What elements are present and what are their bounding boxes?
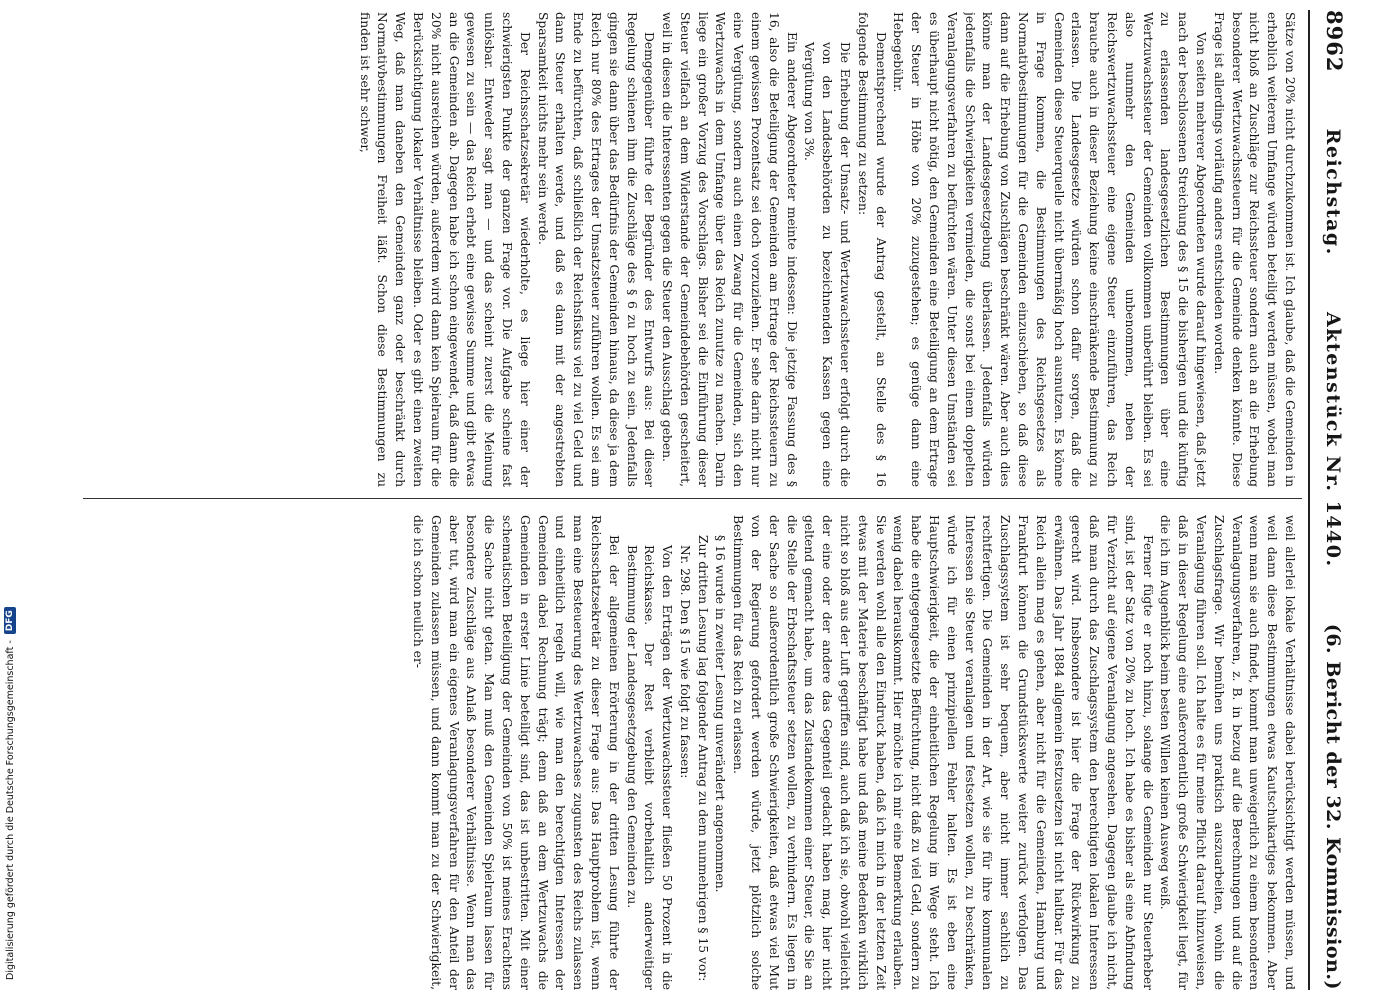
- paragraph: § 16 wurde in zweiter Lesung unverändert angenommen.: [713, 535, 728, 893]
- left-column: [83, 12, 1298, 487]
- quoted-motion: Die Erhebung der Umsatz- und Wertzuwachssteuer erfolgt durch die von den Landesbehörden zu bezeichnenden Kassen gegen eine Vergütung von 3%.: [802, 42, 853, 487]
- header-title: Reichstag.: [1322, 128, 1344, 256]
- paragraph: Ferner fügte er noch hinzu, solange die Gemeinden nur Steuerheber sind, ist der Satz von 20% zu hoch. Ich habe es bisher als eine Abfindung für Verzicht auf eigene Veranlagung angesehen. Dagegen glaube ich nicht, daß man durch das Zuschlagssystem den berechtigten lokalen Interessen gerecht wird. Insbesondere ist hier die Frage der Rückwirkung zu erwähnen. Das Jahr 1884 allgemein festzusetzen ist nicht haltbar. Für das Reich allein mag es gehen, aber nicht für die Gemeinden, Hamburg und Frankfurt können die Grundstückswerte weiter zurück verfolgen. Das Zuschlagssystem ist sehr bequem, aber nicht immer sachlich zu rechtfertigen. Die Gemeinden in der Art, wie sie für ihre kommunalen Interessen sie Steuer veranlagen und festsetzen wollen, zu beschränken, würde ich für einen prinzipiellen Fehler halten. Es ist eben eine Hauptschwierigkeit, die der einheitlichen Regelung im Wege steht. Ich habe die entgegengesetzte Befürchtung, nicht daß zu viel Geld, sondern zu wenig dabei herauskommt. Hier möchte ich mir eine Bemerkung erlauben. Sie werden wohl alle den Eindruck haben, daß ich mich in der letzten Zeit etwas mit der Materie beschäftigt habe und daß meine Bedenken wirklich nicht so bloß aus der Luft gegriffen sind, auch daß ich sie, obwohl vielleicht der eine oder der andere das Gegenteil gedacht haben mag, hier nicht geltend gemacht habe, um das Zustandekommen einer Steuer, die Sie an die Stelle der Erbschaftssteuer setzen wollen, zu verhindern. Es liegen in der Sache so außerordentlich große Schwierigkeiten, daß etwas viel Mut von der Regierung gefordert werden würde, jetzt plötzlich solche Bestimmungen für das Reich zu erlassen.: [731, 515, 1155, 990]
- paragraph: Zur dritten Lesung lag folgender Antrag zu dem nunmehrigen § 15 vor:: [695, 535, 710, 982]
- paragraph: Der Reichsschatzsekretär wiederholte, es liege hier einer der schwierigsten Punkte der ganzen Frage vor. Die Aufgabe scheine fast unlösbar. Entweder sagt man — und das scheint zuerst die Meinung gewesen zu sein — das Reich erhebt eine gewisse Summe und gibt etwas an die Gemeinden ab. Dagegen habe ich schon eingewendet, daß dann die 20% nicht ausreichen würden, außerdem wird dann kein Spielraum für die Berücksichtigung lokaler Verhältnisse bleiben. Oder es gibt einen zweiten Weg, daß man daneben den Gemeinden ganz oder beschränkt durch Normativbestimmungen Freiheit läßt. Schon diese Bestimmungen zu finden ist sehr schwer,: [357, 12, 532, 487]
- page-header: [1315, 10, 1347, 990]
- paragraph: weil allerlei lokale Verhältnisse dabei berücksichtigt werden müssen, und weil dann diese Bestimmungen etwas Kautschukartiges bekommen. Aber wenn man sie auch findet, kommt man unweigerlich zu einem besonderen Veranlagungsverfahren, z. B. in bezug auf die Berechnungen und auf die Zuschlagsfrage. Wir bemühen uns praktisch auszuarbeiten, wohin die Veranlagung führen soll. Ich halte es für meine Pflicht darauf hinzuweisen, daß in dieser Regelung eine außerordentlich große Schwierigkeit liegt, für die ich im Augenblick beim besten Willen keinen Ausweg weiß.: [1158, 515, 1297, 990]
- rotated-page-content: [75, 0, 1350, 1000]
- dfg-logo-icon: DFG: [4, 607, 16, 634]
- right-column: [83, 515, 1298, 990]
- credit-text: Digitalisierung gefördert durch die Deutsche Forschungsgemeinschaft -: [4, 640, 16, 980]
- document-page: [75, 0, 1350, 1000]
- paragraph: Sätze von 20% nicht durchzukommen ist. Ich glaube, daß die Gemeinden in erheblich weiterem Umfange würden beteiligt werden müssen, wobei man nicht bloß an Zuschläge zur Reichssteuer sondern auch an die Erhebung besonderer Wertzuwachssteuern für die Gemeinde denken könnte. Diese Frage ist allerdings vorläufig anders entschieden worden.: [1211, 12, 1297, 487]
- paragraph: Dementsprechend wurde der Antrag gestellt, an Stelle des § 16 folgende Bestimmung zu setzen:: [855, 12, 888, 487]
- digitization-credit: [0, 20, 20, 980]
- paragraph: Von seiten mehrerer Abgeordneten wurde darauf hingewiesen, daß jetzt nach der beschlossenen Streichung des § 15 die bisherigen und die künftig zu erlassenden landesgesetzlichen Bestimmungen über eine Wertzuwachssteuer der Gemeinden vollkommen unberührt bleiben. Es sei also nunmehr den Gemeinden unbenommen, neben der Reichswertzuwachssteuer eine eigene Steuer einzuführen, das Reich brauche auch in dieser Beziehung keine einschränkende Bestimmung zu erlassen. Die Landesgesetze würden schon dafür sorgen, daß die Gemeinden diese Steuerquelle nicht übermäßig hoch ausnutzen. Es könne in Frage kommen, die Bestimmungen des Reichsgesetzes als Normativbestimmungen für die Gemeinden einzuschieben, so daß diese dann auf die Erhebung von Zuschlägen beschränkt wären. Aber auch dies könne man der Landesgesetzgebung überlassen. Jedenfalls würden jedenfalls die Schwierigkeiten vermieden, die sonst bei einem doppelten Veranlagungsverfahren zu befürchten wären. Unter diesen Umständen sei es überhaupt nicht nötig, den Gemeinden eine Beteiligung an dem Ertrage der Steuer in Höhe von 20% zuzugestehen; es genüge dann eine Hebegebühr.: [891, 12, 1209, 487]
- header-rule: [1308, 10, 1310, 990]
- paragraph: Ein anderer Abgeordneter meinte indessen: Die jetzige Fassung des § 16, also die Beteiligung der Gemeinden am Ertrage der Reichssteuern zu einem gewissen Prozentsatz sei doch vorzuziehen. Er sehe darin nicht nur eine Vergütung, sondern auch einen Zwang für die Gemeinden, sich den Wertzuwachs in dem Umfange über das Reich zunutze zu machen. Darin liege ein großer Vorzug des Vorschlags. Bisher sei die Einführung dieser Steuer vielfach an dem Widerstande der Gemeindebehörden gescheitert, weil in diesen die Interessenten gegen die Steuer den Ausschlag geben.: [660, 12, 799, 487]
- paragraph: Demgegenüber führte der Begründer des Entwurfs aus: Bei dieser Regelung schienen ihm die Zuschläge des § 6 zu hoch zu sein. Jedenfalls gingen sie dann über das Bedürfnis der Gemeinden hinaus, da diese ja dem Reich nur 80% des Ertrages der Umsatzsteuer zuführen wollen. Es sei am Ende zu befürchten, daß schließlich der Reichsfiskus viel zu viel Geld und dann Steuer erhalten werde, und daß es dann mit der angestrebten Sparsamkeit nichts mehr sein werde.: [535, 12, 657, 487]
- column-rule: [83, 498, 1302, 499]
- motion-number: Nr. 298. Den § 15 wie folgt zu fassen:: [677, 545, 692, 779]
- header-committee: (6. Bericht der 32. Kommission.): [1322, 623, 1344, 990]
- paragraph: Bei der allgemeinen Erörterung in der dritten Lesung führte der Reichsschatzsekretär zu dieser Frage aus: Das Hauptproblem ist, wenn man eine Besteuerung des Wertzuwachses zugunsten des Reichs zulassen und einheitlich regeln will, wie man den berechtigten Interessen der Gemeinden dabei Rechnung trägt; denn daß an dem Wertzuwachs die Gemeinden in erster Linie beteiligt sind, das ist unbestritten. Mit einer schematischen Beteiligung der Gemeinden von 50% ist meines Erachtens die Sache nicht getan. Man muß den Gemeinden Spielraum lassen für besondere Zuschläge aus Anlaß besonderer Verhältnisse. Wenn man das aber tut, wird man ein eigenes Veranlagungsverfahren für den Anteil der Gemeinden zulassen müssen, und dann kommt man zu der Schwierigkeit, die ich schon neulich er-: [410, 515, 621, 990]
- quoted-motion: Von den Erträgen der Wertzuwachssteuer fließen 50 Prozent in die Reichskasse. Der Rest verbleibt vorbehaltlich anderweitiger Bestimmung der Landesgesetzgebung den Gemeinden zu.: [624, 545, 675, 990]
- page-number: 8962: [1322, 10, 1347, 73]
- header-document: Aktenstück Nr. 1440.: [1322, 312, 1344, 568]
